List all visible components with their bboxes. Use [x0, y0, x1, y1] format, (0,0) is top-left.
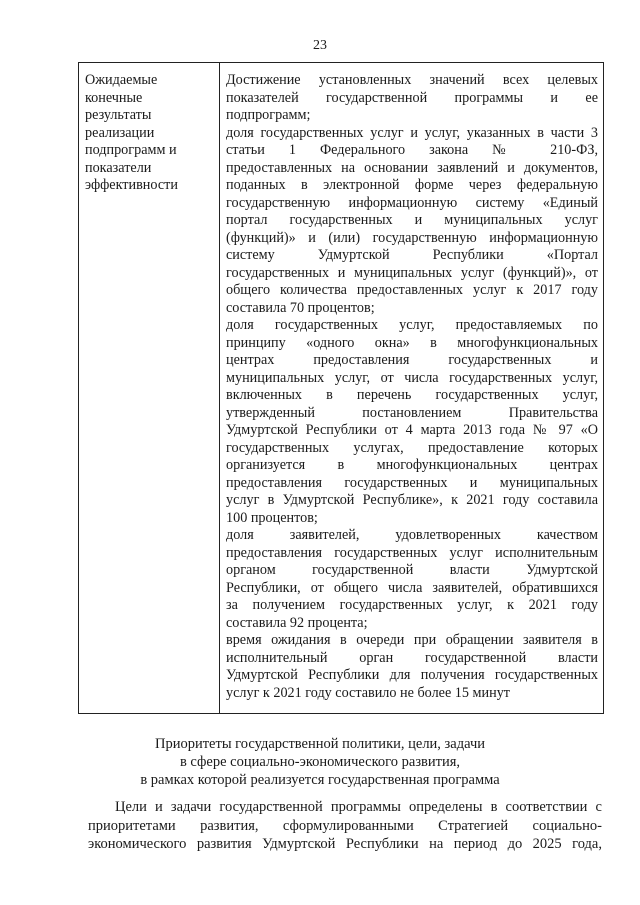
right-cell-line: предоставленных на основании заявлений и документов, — [226, 159, 598, 176]
left-cell-line: реализации — [85, 124, 155, 141]
heading-line: в сфере социально-экономического развития, — [179, 754, 461, 770]
right-cell-line: муниципальных услуг, от числа государственных услуг, — [226, 369, 598, 386]
heading-line: в рамках которой реализуется государственная программа — [140, 772, 500, 788]
right-cell-line: Удмуртской Республики для получения государственных — [226, 667, 598, 683]
left-cell-line: результаты — [85, 107, 152, 123]
right-cell-line: составила 70 процентов; — [226, 299, 375, 316]
right-cell-line: доля государственных услуг, предоставляемых по — [226, 317, 598, 333]
right-cell-line: государственных и муниципальных услуг (функций)», от — [226, 264, 598, 281]
right-cell-line: доля заявителей, удовлетворенных качеством — [226, 527, 598, 543]
right-cell-line: за получением государственных услуг, к 2021 году — [226, 597, 598, 613]
right-cell-line: показателей государственной программы и ее — [226, 89, 598, 106]
left-cell-line: эффективности — [85, 177, 178, 193]
right-cell-line: Достижение установленных значений всех целевых — [226, 72, 598, 88]
right-cell-line: центрах предоставления государственных и — [226, 352, 598, 368]
right-cell-line: 100 процентов; — [226, 509, 318, 526]
right-cell-line: систему Удмуртской Республики «Портал — [226, 247, 598, 263]
right-cell-line: доля государственных услуг и услуг, указанных в части 3 — [226, 124, 598, 141]
right-cell-line: услуг в Удмуртской Республике», к 2021 году составила — [226, 492, 598, 508]
section-heading — [0, 735, 640, 789]
right-cell-line: общего количества предоставленных услуг к 2017 году — [226, 282, 598, 298]
left-cell-line: Ожидаемые — [85, 72, 158, 88]
right-cell-line: Республики, от общего числа заявителей, обратившихся — [226, 579, 598, 596]
table-right-cell — [226, 72, 598, 702]
right-cell-line: поданных в электронной форме через федеральную — [226, 177, 598, 193]
body-paragraph — [88, 798, 602, 854]
right-cell-line: включенных в перечень государственных услуг, — [226, 387, 598, 403]
right-cell-line: (функций)» и (или) государственную информационную — [226, 229, 598, 246]
page-number: 23 — [313, 38, 327, 53]
right-cell-line: услуг к 2021 году составило не более 15 минут — [226, 684, 510, 701]
paragraph-line: приоритетами развития, сформулированными Стратегией социально- — [88, 817, 602, 834]
right-cell-line: принципу «одного окна» в многофункциональных — [226, 334, 598, 351]
right-cell-line: органом государственной власти Удмуртской — [226, 562, 598, 578]
paragraph-line: экономического развития Удмуртской Республики на период до 2025 года, — [88, 836, 602, 852]
table-column-divider — [219, 63, 220, 713]
right-cell-line: время ожидания в очереди при обращении заявителя в — [226, 632, 598, 648]
right-cell-line: Удмуртской Республики от 4 марта 2013 года № 97 «О — [226, 422, 598, 438]
indicators-table — [78, 62, 604, 714]
right-cell-line: государственных услугах, предоставление которых — [226, 439, 598, 456]
left-cell-line: конечные — [85, 89, 143, 106]
right-cell-line: подпрограмм; — [226, 107, 311, 123]
right-cell-line: составила 92 процента; — [226, 614, 368, 631]
right-cell-line: портал государственных и муниципальных услуг — [226, 212, 598, 228]
heading-line: Приоритеты государственной политики, цели, задачи — [154, 736, 486, 752]
left-cell-line: показатели — [85, 159, 152, 176]
right-cell-line: предоставления государственных и муниципальных — [226, 474, 598, 491]
right-cell-line: статьи 1 Федерального закона № 210-ФЗ, — [226, 142, 598, 158]
right-cell-line: исполнительный орган государственной власти — [226, 649, 598, 666]
table-left-cell — [85, 72, 217, 195]
right-cell-line: государственную информационную систему «Единый — [226, 194, 598, 211]
right-cell-line: утвержденный постановлением Правительства — [226, 404, 598, 421]
right-cell-line: предоставления государственных услуг исполнительным — [226, 544, 598, 561]
left-cell-line: подпрограмм и — [85, 142, 177, 158]
paragraph-line: Цели и задачи государственной программы определены в соответствии с — [115, 799, 602, 815]
right-cell-line: организуется в многофункциональных центрах — [226, 457, 598, 473]
